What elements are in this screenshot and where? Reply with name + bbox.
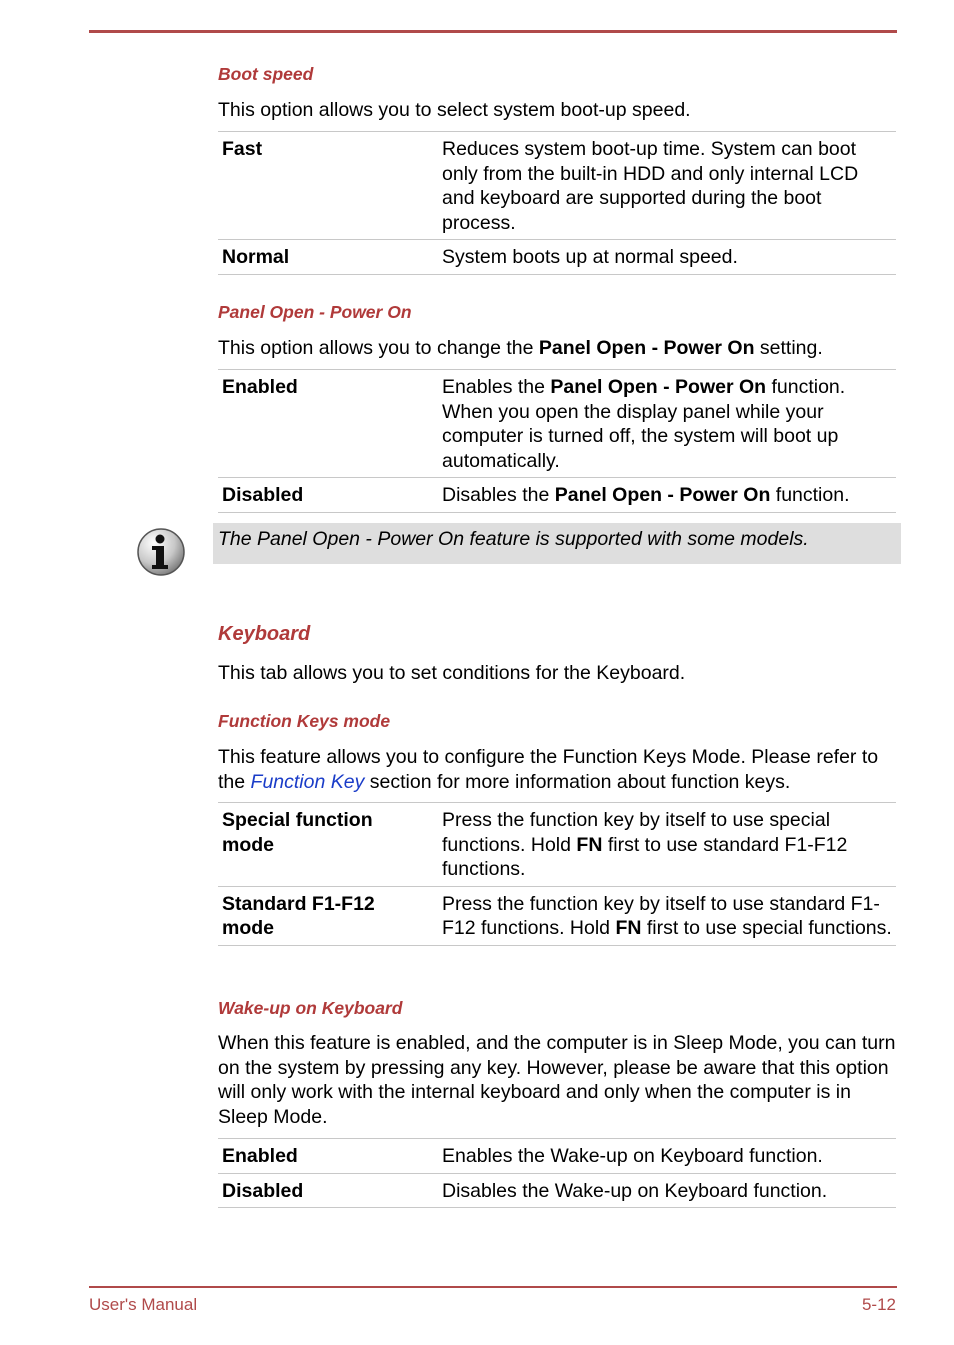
panel-open-intro: This option allows you to change the Panel Open - Power On setting. xyxy=(218,337,823,359)
table-row xyxy=(218,1139,896,1174)
table-row xyxy=(218,240,896,275)
footer-title: User's Manual xyxy=(89,1295,198,1314)
note-box xyxy=(213,523,901,564)
keyboard-intro: This tab allows you to set conditions for the Keyboard. xyxy=(218,662,686,684)
table-row xyxy=(218,1174,896,1209)
note-text: The Panel Open - Power On feature is supported with some models. xyxy=(218,528,809,550)
option-term: Enabled xyxy=(222,376,298,398)
option-term: Special function mode xyxy=(222,809,373,856)
function-keys-table xyxy=(218,802,896,946)
boot-speed-table xyxy=(218,131,896,275)
panel-open-table xyxy=(218,369,896,513)
header-rule xyxy=(89,30,897,33)
wakeup-intro: When this feature is enabled, and the computer is in Sleep Mode, you can turn on the system by pressing any key. However, please be aware that this option will only work with the internal keyboard and only when the computer is in Sleep Mode. xyxy=(218,1032,896,1128)
function-keys-heading: Function Keys mode xyxy=(218,711,391,731)
boot-speed-heading: Boot speed xyxy=(218,64,314,84)
option-desc: Press the function key by itself to use special functions. Hold FN first to use standard F1-F12 functions. xyxy=(442,809,848,880)
option-desc: Disables the Wake-up on Keyboard function. xyxy=(442,1179,828,1202)
option-desc: Reduces system boot-up time. System can boot only from the built-in HDD and only internal LCD and keyboard are supported during the boot process. xyxy=(442,138,859,234)
boot-speed-intro: This option allows you to select system boot-up speed. xyxy=(218,99,691,121)
option-desc: Enables the Panel Open - Power On function. When you open the display panel while your computer is turned off, the system will boot up automatically. xyxy=(442,376,846,472)
page-number: 5-12 xyxy=(861,1295,896,1314)
table-row xyxy=(218,478,896,513)
function-keys-intro: This feature allows you to configure the Function Keys Mode. Please refer to the Function Key section for more information about function keys. xyxy=(218,746,879,793)
function-key-link[interactable]: Function Key xyxy=(250,770,365,793)
option-term: Disabled xyxy=(222,484,304,506)
wakeup-table xyxy=(218,1138,896,1208)
footer-rule xyxy=(89,1286,897,1288)
option-desc: Disables the Panel Open - Power On function. xyxy=(442,484,850,506)
option-term: Enabled xyxy=(222,1145,298,1167)
option-term: Disabled xyxy=(222,1179,304,1202)
option-term: Fast xyxy=(222,138,263,160)
table-row xyxy=(218,887,896,946)
table-row xyxy=(218,803,896,887)
info-icon xyxy=(136,527,186,577)
option-desc: Press the function key by itself to use standard F1-F12 functions. Hold FN first to use special functions. xyxy=(442,892,892,939)
option-desc: System boots up at normal speed. xyxy=(442,246,738,268)
option-desc: Enables the Wake-up on Keyboard function. xyxy=(442,1145,823,1167)
keyboard-heading: Keyboard xyxy=(218,623,311,645)
option-term: Standard F1-F12 mode xyxy=(222,892,375,939)
wakeup-heading: Wake-up on Keyboard xyxy=(218,998,403,1018)
table-row xyxy=(218,370,896,478)
table-row xyxy=(218,132,896,240)
panel-open-heading: Panel Open - Power On xyxy=(218,302,412,322)
option-term: Normal xyxy=(222,246,290,268)
